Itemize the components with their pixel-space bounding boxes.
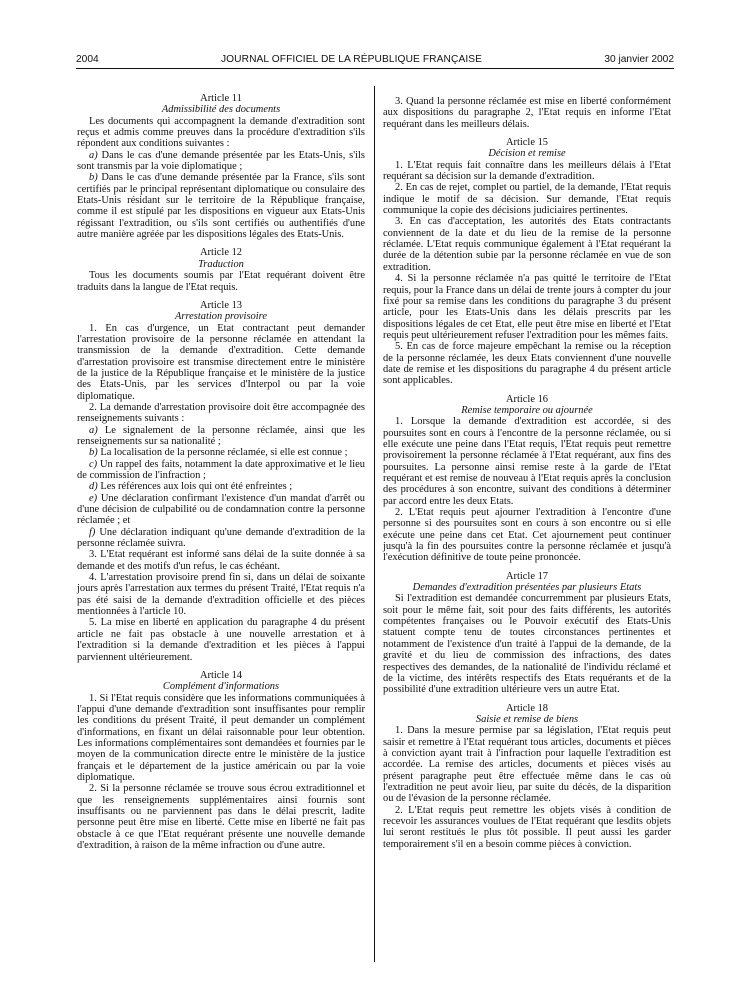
- paragraph: 5. La mise en liberté en application du paragraphe 4 du présent article ne fait pas obstacle à une nouvelle arrestation et à l'extradition si la demande d'extradition et les pièces à l'appui parviennent ultérieurement.: [77, 617, 365, 663]
- list-item: [77, 447, 365, 458]
- item-marker: a): [89, 424, 98, 436]
- paragraph: 1. En cas d'urgence, un Etat contractant peut demander l'arrestation provisoire de la personne réclamée en attendant la transmission de la demande d'extradition. Cette demande d'arrestation provisoire est transmise directement entre le ministère de la justice de la République française et le ministère de la justice des Etats-Unis, par les services d'Interpol ou par la voie diplomatique.: [77, 322, 365, 402]
- paragraph: 4. Si la personne réclamée n'a pas quitté le territoire de l'Etat requis, pour la France dans un délai de trente jours à compter du jour fixé pour sa remise dans les conditions du paragraphe 3 du présent article, pour les Etats-Unis dans les délais prescrits par les dispositions légales de cet Etat, elle peut être mise en liberté et l'Etat requis peut ultérieurement refuser l'extradition pour les mêmes faits.: [383, 273, 671, 341]
- paragraph: 1. L'Etat requis fait connaître dans les meilleurs délais à l'Etat requérant sa décision sur la demande d'extradition.: [383, 159, 671, 183]
- item-marker: b): [89, 172, 98, 184]
- paragraph: 3. Quand la personne réclamée est mise en liberté conformément aux dispositions du paragraphe 2, l'Etat requis en informe l'Etat requérant dans les meilleurs délais.: [383, 96, 671, 130]
- paragraph: 2. L'Etat requis peut remettre les objets visés à condition de recevoir les assurances voulues de l'Etat requérant que lesdits objets lui seront restitués le plus tôt possible. Il peut aussi les garder temporairement s'il en a besoin comme pièces à conviction.: [383, 804, 671, 850]
- article-subtitle: Complément d'informations: [162, 681, 280, 693]
- journal-title: JOURNAL OFFICIEL DE LA RÉPUBLIQUE FRANÇAISE: [220, 53, 483, 65]
- article-subtitle: Demandes d'extradition présentées par plusieurs Etats: [412, 582, 642, 594]
- item-text: Une déclaration indiquant qu'une demande d'extradition de la personne réclamée suivra.: [77, 526, 365, 550]
- header-rule: [76, 68, 674, 69]
- list-item: [77, 481, 365, 492]
- page-number: 2004: [76, 53, 99, 65]
- list-item: [77, 425, 365, 448]
- paragraph: 2. L'Etat requis peut ajourner l'extradition à l'encontre d'une personne si des poursuites sont en cours à son encontre ou si elle exécute une peine dans cet Etat. Cet ajournement peut continuer jusqu'à la fin des poursuites contre la personne réclamée et jusqu'à l'exécution définitive de toute peine prononcée.: [383, 507, 671, 564]
- paragraph: 2. Si la personne réclamée se trouve sous écrou extraditionnel et que les renseignements supplémentaires ainsi fournis sont insuffisants ou ne parviennent pas dans le délai prescrit, ladite personne peut être mise en liberté. Cette mise en liberté ne fait pas obstacle à ce que l'Etat requérant présente une nouvelle demande d'extradition, à raison de la même infraction ou d'une autre.: [77, 783, 365, 851]
- paragraph: Si l'extradition est demandée concurremment par plusieurs Etats, soit pour le même fait, soit pour des faits différents, les autorités compétentes françaises ou le Pouvoir exécutif des Etats-Unis statuent compte tenu de toutes circonstances pertinentes et notamment de l'existence d'un traité à l'appui de la demande, de la gravité et du lieu de commission des infractions, des dates respectives des demandes, de la nationalité de l'individu réclamé et de la victime, des intérêts respectifs des Etats requérants et de la possibilité d'une extradition ultérieure vers un autre Etat.: [383, 593, 671, 696]
- paragraph: 3. En cas d'acceptation, les autorités des Etats contractants conviennent de la date et du lieu de la remise de la personne réclamée. L'Etat requis communique également à l'Etat requérant la durée de la détention subie par la personne réclamée en vue de son extradition.: [383, 216, 671, 273]
- article-subtitle: Remise temporaire ou ajournée: [461, 404, 593, 416]
- issue-date: 30 janvier 2002: [604, 53, 674, 65]
- paragraph: Tous les documents soumis par l'Etat requérant doivent être traduits dans la langue de l'Etat requis.: [77, 270, 365, 293]
- item-marker: d): [89, 481, 98, 493]
- item-text: Une déclaration confirmant l'existence d'un mandat d'arrêt ou d'une décision de culpabilité ou de condamnation contre la personne réclamée ; et: [77, 492, 365, 527]
- article-heading: Article 18: [505, 702, 549, 714]
- paragraph: 1. Dans la mesure permise par sa législation, l'Etat requis peut saisir et remettre à l'Etat requérant tous articles, documents et pièces à conviction ayant trait à l'infraction pour laquelle l'extradition est accordée. La remise des articles, documents et pièces visés au présent paragraphe peut être effectuée même dans le cas où l'extradition ne peut avoir lieu, par suite du décès, de la disparition ou de l'évasion de la personne réclamée.: [383, 725, 671, 805]
- column-divider: [374, 86, 375, 962]
- item-marker: a): [89, 149, 98, 161]
- article-subtitle: Saisie et remise de biens: [475, 713, 579, 725]
- page-header: [76, 52, 674, 66]
- article-heading: Article 11: [200, 93, 242, 104]
- item-text: Le signalement de la personne réclamée, ainsi que les renseignements sur sa nationalité ;: [77, 424, 365, 447]
- left-column: [77, 93, 365, 851]
- item-text: Dans le cas d'une demande présentée par la France, s'ils sont certifiés par le principal représentant diplomatique ou consulaire des Etats-Unis résidant sur le territoire de la République française, comme il est stipulé par les dispositions en vigueur aux Etats-Unis régissant l'extradition, ou s'ils sont certifiés ou authentifiés d'une autre manière agréée par les dispositions légales des Etats-Unis.: [77, 172, 365, 241]
- article-subtitle: Décision et remise: [488, 148, 566, 160]
- item-marker: e): [89, 492, 98, 504]
- article-heading: Article 15: [505, 137, 549, 149]
- article-heading: Article 13: [199, 299, 243, 311]
- paragraph: Les documents qui accompagnent la demande d'extradition sont reçus et admis comme preuves dans la procédure d'extradition s'ils répondent aux conditions suivantes :: [77, 115, 365, 150]
- paragraph: 3. L'Etat requérant est informé sans délai de la suite donnée à sa demande et des motifs d'un refus, le cas échéant.: [77, 549, 365, 572]
- item-marker: c): [89, 458, 98, 470]
- paragraph: 4. L'arrestation provisoire prend fin si, dans un délai de soixante jours après l'arrestation aux termes du présent Traité, l'Etat requis n'a pas été saisi de la demande d'extradition officielle et des pièces mentionnées à l'article 10.: [77, 572, 365, 618]
- article-heading: Article 17: [505, 570, 549, 582]
- paragraph: 1. Lorsque la demande d'extradition est accordée, si des poursuites sont en cours à l'encontre de la personne réclamée, ou si elle exécute une peine dans l'Etat requis, l'Etat requis peut remettre provisoirement la personne réclamée à l'Etat requérant, aux fins des poursuites. La personne ainsi remise reste à la garde de l'Etat requérant et est remise de nouveau à l'Etat requis après la conclusion des procédures à son encontre, suivant des conditions à déterminer par accord entre les deux Etats.: [383, 416, 671, 507]
- article-subtitle: Traduction: [198, 258, 244, 270]
- paragraph: 2. En cas de rejet, complet ou partiel, de la demande, l'Etat requis indique le motif de sa décision. Sur demande, l'Etat requis communique la copie des décisions judiciaires pertinentes.: [383, 182, 671, 217]
- article-heading: Article 14: [199, 669, 243, 681]
- paragraph: 5. En cas de force majeure empêchant la remise ou la réception de la personne réclamée, les deux Etats conviennent d'une nouvelle date de remise et les dispositions du paragraphe 4 du présent article sont applicables.: [383, 341, 671, 387]
- paragraph: 1. Si l'Etat requis considère que les informations communiquées à l'appui d'une demande d'extradition sont insuffisantes pour remplir les conditions du présent Traité, il peut demander un complément d'informations, en fixant un délai raisonnable pour leur obtention. Les informations complémentaires sont demandées et fournies par le moyen de la communication directe entre le ministère de la justice français et le département de la justice américain ou par la voie diplomatique.: [77, 692, 365, 783]
- paragraph: 2. La demande d'arrestation provisoire doit être accompagnée des renseignements suivants :: [77, 401, 365, 425]
- article-subtitle: Arrestation provisoire: [175, 311, 267, 323]
- right-column: [383, 96, 671, 850]
- item-text: Les références aux lois qui ont été enfreintes ;: [97, 481, 293, 493]
- list-item: [77, 459, 365, 482]
- item-text: La localisation de la personne réclamée, si elle est connue ;: [97, 447, 348, 459]
- item-marker: f): [89, 526, 96, 538]
- article-subtitle: Admissibilité des documents: [161, 104, 281, 116]
- paragraph: [77, 172, 365, 240]
- list-item: [77, 527, 365, 550]
- list-item: [77, 493, 365, 527]
- item-text: Dans le cas d'une demande présentée par les Etats-Unis, s'ils sont transmis par la voie diplomatique ;: [77, 149, 365, 173]
- item-marker: b): [89, 447, 98, 459]
- paragraph: [77, 150, 365, 173]
- article-heading: Article 16: [505, 393, 549, 405]
- item-text: Un rappel des faits, notamment la date approximative et le lieu de commission de l'infraction ;: [77, 458, 365, 481]
- article-heading: Article 12: [199, 247, 243, 259]
